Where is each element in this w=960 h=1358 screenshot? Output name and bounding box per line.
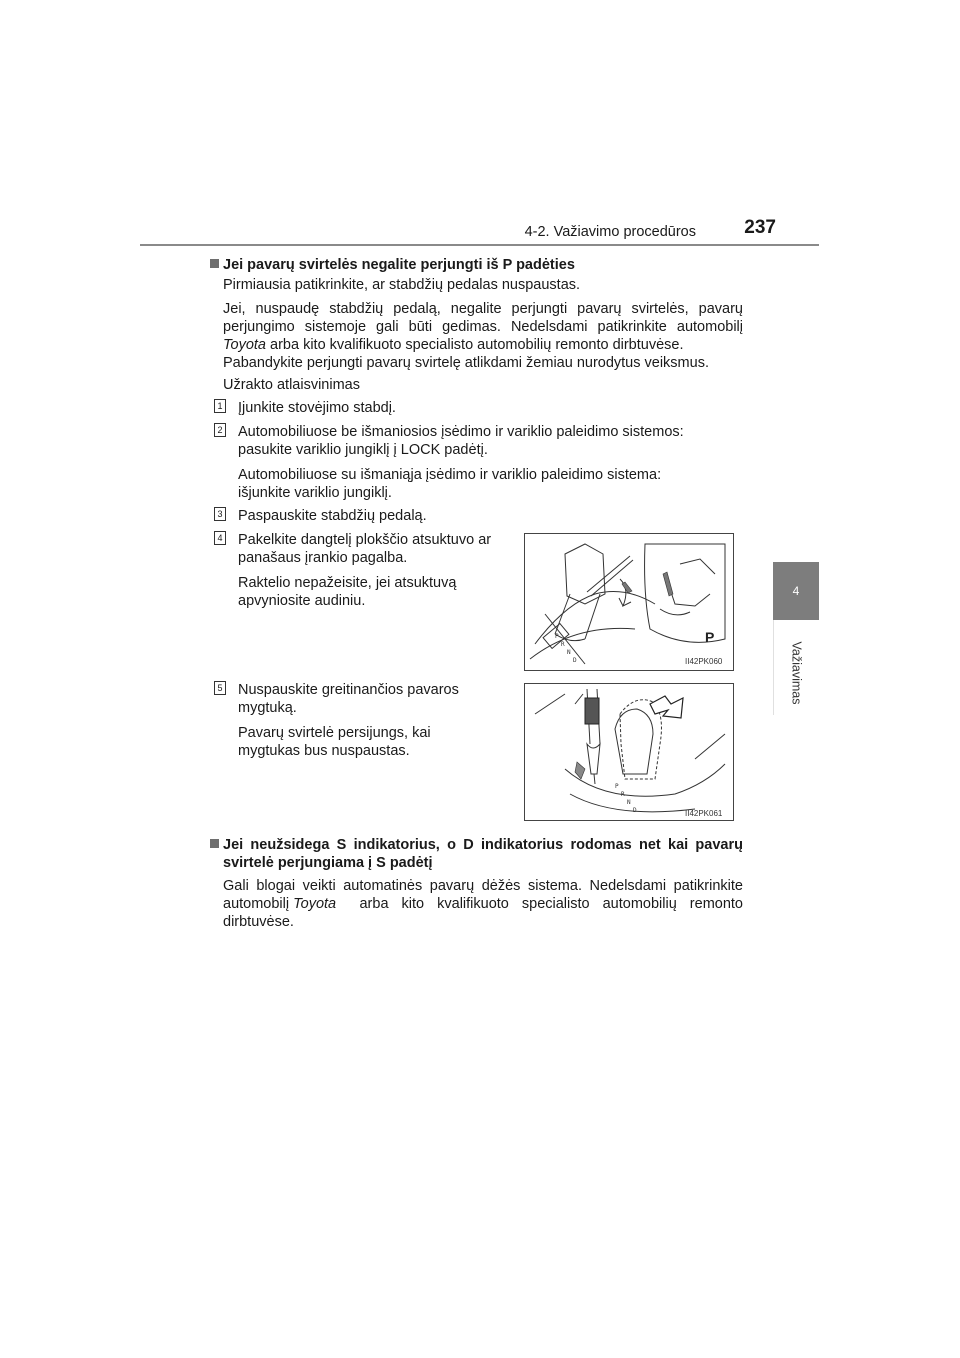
step-note: Automobiliuose su išmaniąja įsėdimo ir variklio paleidimo sistema: <box>238 467 662 483</box>
figure-lever-cover <box>524 533 734 671</box>
sub-heading: Užrakto atlaisvinimas <box>223 377 360 393</box>
page-number: 237 <box>744 217 776 238</box>
svg-text:D: D <box>633 807 637 814</box>
step-text: Paspauskite stabdžių pedalą. <box>238 508 427 524</box>
step-text: pasukite variklio jungiklį į LOCK padėtį. <box>238 442 488 458</box>
step-note: išjunkite variklio jungiklį. <box>238 485 392 501</box>
svg-text:N: N <box>627 799 631 806</box>
section-title: 4-2. Važiavimo procedūros <box>524 224 696 240</box>
step-text: Nuspauskite greitinančios pavaros <box>238 682 459 698</box>
paragraph-line: Gali blogai veikti automatinės pavarų dėžės sistema. Nedelsdami patikrinkite <box>223 878 743 894</box>
shift-lock-illustration <box>525 534 733 670</box>
step-number-badge: 5 <box>214 681 226 695</box>
square-bullet-icon <box>210 259 219 268</box>
svg-text:N: N <box>567 649 571 656</box>
heading-text: Jei pavarų svirtelės negalite perjungti iš P padėties <box>223 257 575 273</box>
step-text: Automobiliuose be išmaniosios įsėdimo ir variklio paleidimo sistemos: <box>238 424 684 440</box>
paragraph-line: perjungimo sistemoje gali būti gedimas. Nedelsdami patikrinkite automobilį <box>223 319 743 335</box>
chapter-label: Važiavimas <box>789 641 804 705</box>
section-heading <box>210 256 750 274</box>
paragraph-line: Jei, nuspaudę stabdžių pedalą, negalite perjungti pavarų svirtelės, pavarų <box>223 301 743 317</box>
section-heading-cont: svirtelė perjungiama į S padėtį <box>223 855 433 871</box>
paragraph-line: dirbtuvėse. <box>223 914 294 930</box>
text: automobilį <box>223 896 294 912</box>
paragraph-line <box>223 336 743 354</box>
arrow-icon <box>650 696 683 718</box>
chapter-tab <box>773 562 819 620</box>
step-text: mygtuką. <box>238 700 297 716</box>
brand-name: Toyota <box>223 337 266 353</box>
svg-text:P: P <box>555 633 559 640</box>
paragraph: Pirmiausia patikrinkite, ar stabdžių pedalas nuspaustas. <box>223 277 581 293</box>
square-bullet-icon <box>210 839 219 848</box>
step-note: Pavarų svirtelė persijungs, kai <box>238 725 431 741</box>
step-number-badge: 2 <box>214 423 226 437</box>
step-note: mygtukas bus nuspaustas. <box>238 743 410 759</box>
heading-text: Jei neužsidega S indikatorius, o D indikatorius rodomas net kai pavarų <box>223 837 743 853</box>
svg-text:R: R <box>561 641 565 648</box>
step-note: apvyniosite audiniu. <box>238 593 366 609</box>
header-divider <box>140 244 819 246</box>
text: arba kito kvalifikuoto specialisto automobilių remonto <box>346 896 743 912</box>
step-text: Pakelkite dangtelį plokščio atsuktuvo ar <box>238 532 492 548</box>
chapter-number: 4 <box>792 584 800 598</box>
paragraph-line <box>223 895 743 913</box>
svg-text:P: P <box>615 783 619 790</box>
svg-text:R: R <box>621 791 625 798</box>
step-number-badge: 3 <box>214 507 226 521</box>
step-text: Įjunkite stovėjimo stabdį. <box>238 400 396 416</box>
figure-code: II42PK060 <box>685 657 723 666</box>
step-note: Raktelio nepažeisite, jei atsuktuvą <box>238 575 457 591</box>
svg-text:D: D <box>573 657 577 664</box>
step-number-badge: 4 <box>214 531 226 545</box>
step-number-badge: 1 <box>214 399 226 413</box>
override-button-illustration <box>525 684 733 820</box>
brand-name: Toyota <box>293 896 337 912</box>
figure-override-button <box>524 683 734 821</box>
text-group <box>223 895 336 913</box>
chapter-label-container <box>767 628 825 718</box>
step-text: panašaus įrankio pagalba. <box>238 550 408 566</box>
section-heading <box>210 836 743 854</box>
paragraph-line: Pabandykite perjungti pavarų svirtelę atlikdami žemiau nurodytus veiksmus. <box>223 355 709 371</box>
figure-code: II42PK061 <box>685 809 723 818</box>
text: arba kito kvalifikuoto specialisto automobilių remonto dirbtuvėse. <box>266 337 684 353</box>
callout-letter: P <box>705 629 715 645</box>
